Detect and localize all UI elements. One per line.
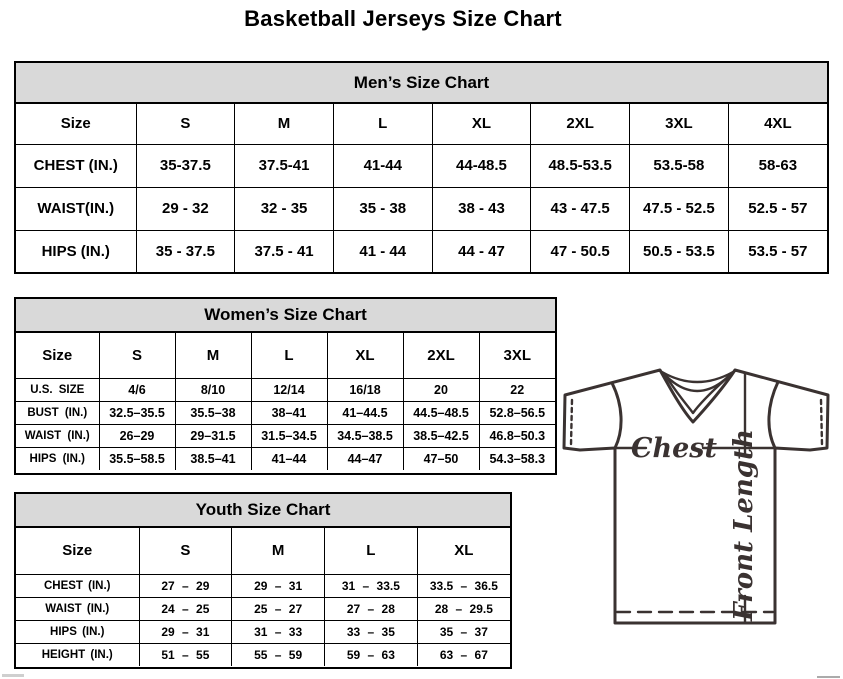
size-column-header: XL <box>417 528 510 574</box>
womens-chart-header: Women’s Size Chart <box>16 299 555 333</box>
womens-size-chart-section <box>14 297 557 475</box>
measurement-value-cell: 27 – 28 <box>325 597 418 620</box>
measurement-value-cell: 53.5-58 <box>630 144 729 187</box>
measurement-row <box>16 620 510 643</box>
measurement-value-cell: 59 – 63 <box>325 643 418 666</box>
youth-chart-header: Youth Size Chart <box>16 494 510 528</box>
measurement-value-cell: 37.5-41 <box>235 144 334 187</box>
measurement-row <box>16 401 555 424</box>
mens-size-table <box>16 104 827 273</box>
measurement-value-cell: 43 - 47.5 <box>531 187 630 230</box>
measurement-value-cell: 4/6 <box>99 378 175 401</box>
measurement-value-cell: 26–29 <box>99 424 175 447</box>
measurement-value-cell: 38 - 43 <box>432 187 531 230</box>
size-column-header: 2XL <box>403 333 479 378</box>
measurement-row <box>16 597 510 620</box>
measurement-row-label: WAIST (IN.) <box>16 597 139 620</box>
size-column-header: S <box>99 333 175 378</box>
measurement-value-cell: 29 - 32 <box>136 187 235 230</box>
mens-chart-header: Men’s Size Chart <box>16 63 827 104</box>
measurement-value-cell: 38.5–41 <box>175 447 251 470</box>
measurement-value-cell: 37.5 - 41 <box>235 230 334 273</box>
measurement-value-cell: 52.8–56.5 <box>479 401 555 424</box>
measurement-value-cell: 44 - 47 <box>432 230 531 273</box>
measurement-value-cell: 31 – 33.5 <box>325 574 418 597</box>
measurement-value-cell: 46.8–50.3 <box>479 424 555 447</box>
measurement-row-label: CHEST (IN.) <box>16 574 139 597</box>
size-column-header: XL <box>432 104 531 144</box>
size-column-header: S <box>136 104 235 144</box>
measurement-value-cell: 47 - 50.5 <box>531 230 630 273</box>
measurement-row <box>16 378 555 401</box>
measurement-value-cell: 53.5 - 57 <box>728 230 827 273</box>
measurement-value-cell: 31 – 33 <box>232 620 325 643</box>
measurement-row-label: HIPS (IN.) <box>16 230 136 273</box>
measurement-value-cell: 58-63 <box>728 144 827 187</box>
measurement-value-cell: 33.5 – 36.5 <box>417 574 510 597</box>
measurement-value-cell: 12/14 <box>251 378 327 401</box>
measurement-value-cell: 24 – 25 <box>139 597 232 620</box>
size-column-label: Size <box>16 104 136 144</box>
measurement-value-cell: 47.5 - 52.5 <box>630 187 729 230</box>
scrollbar-fragment-right <box>817 676 840 678</box>
measurement-row <box>16 424 555 447</box>
measurement-value-cell: 48.5-53.5 <box>531 144 630 187</box>
measurement-value-cell: 38.5–42.5 <box>403 424 479 447</box>
size-header-row <box>16 333 555 378</box>
measurement-row-label: CHEST (IN.) <box>16 144 136 187</box>
measurement-value-cell: 29–31.5 <box>175 424 251 447</box>
size-column-header: 4XL <box>728 104 827 144</box>
size-column-header: L <box>251 333 327 378</box>
measurement-row <box>16 187 827 230</box>
size-column-label: Size <box>16 528 139 574</box>
size-header-row <box>16 528 510 574</box>
measurement-row-label: HIPS (IN.) <box>16 620 139 643</box>
measurement-value-cell: 27 – 29 <box>139 574 232 597</box>
front-length-label: Front Length <box>729 429 759 621</box>
measurement-value-cell: 41–44.5 <box>327 401 403 424</box>
mens-size-chart-section <box>14 61 829 274</box>
measurement-value-cell: 63 – 67 <box>417 643 510 666</box>
size-column-header: XL <box>327 333 403 378</box>
measurement-row-label: HIPS (IN.) <box>16 447 99 470</box>
size-column-header: S <box>139 528 232 574</box>
page-title: Basketball Jerseys Size Chart <box>244 6 562 31</box>
size-column-label: Size <box>16 333 99 378</box>
womens-size-table <box>16 333 555 470</box>
measurement-value-cell: 35.5–58.5 <box>99 447 175 470</box>
measurement-value-cell: 33 – 35 <box>325 620 418 643</box>
measurement-value-cell: 31.5–34.5 <box>251 424 327 447</box>
measurement-row-label: BUST (IN.) <box>16 401 99 424</box>
scrollbar-fragment-left <box>2 674 24 677</box>
measurement-row <box>16 643 510 666</box>
jersey-measurement-diagram <box>550 350 843 640</box>
size-header-row <box>16 104 827 144</box>
measurement-value-cell: 44–47 <box>327 447 403 470</box>
measurement-value-cell: 20 <box>403 378 479 401</box>
measurement-value-cell: 32.5–35.5 <box>99 401 175 424</box>
measurement-value-cell: 41–44 <box>251 447 327 470</box>
measurement-value-cell: 41 - 44 <box>333 230 432 273</box>
measurement-value-cell: 16/18 <box>327 378 403 401</box>
measurement-value-cell: 35 - 37.5 <box>136 230 235 273</box>
measurement-value-cell: 35 - 38 <box>333 187 432 230</box>
measurement-row-label: WAIST(IN.) <box>16 187 136 230</box>
measurement-value-cell: 34.5–38.5 <box>327 424 403 447</box>
chest-label: Chest <box>631 433 717 464</box>
measurement-row <box>16 230 827 273</box>
measurement-value-cell: 51 – 55 <box>139 643 232 666</box>
measurement-value-cell: 8/10 <box>175 378 251 401</box>
measurement-value-cell: 55 – 59 <box>232 643 325 666</box>
youth-size-table <box>16 528 510 666</box>
measurement-value-cell: 41-44 <box>333 144 432 187</box>
size-column-header: 3XL <box>479 333 555 378</box>
measurement-row <box>16 574 510 597</box>
measurement-value-cell: 54.3–58.3 <box>479 447 555 470</box>
measurement-value-cell: 44.5–48.5 <box>403 401 479 424</box>
size-column-header: L <box>325 528 418 574</box>
measurement-value-cell: 44-48.5 <box>432 144 531 187</box>
measurement-value-cell: 35.5–38 <box>175 401 251 424</box>
measurement-value-cell: 35-37.5 <box>136 144 235 187</box>
measurement-value-cell: 32 - 35 <box>235 187 334 230</box>
size-column-header: M <box>235 104 334 144</box>
size-column-header: M <box>175 333 251 378</box>
measurement-value-cell: 22 <box>479 378 555 401</box>
measurement-row <box>16 144 827 187</box>
measurement-value-cell: 29 – 31 <box>232 574 325 597</box>
measurement-row <box>16 447 555 470</box>
measurement-value-cell: 50.5 - 53.5 <box>630 230 729 273</box>
size-column-header: 2XL <box>531 104 630 144</box>
measurement-value-cell: 28 – 29.5 <box>417 597 510 620</box>
measurement-row-label: HEIGHT (IN.) <box>16 643 139 666</box>
measurement-value-cell: 29 – 31 <box>139 620 232 643</box>
size-column-header: L <box>333 104 432 144</box>
measurement-row-label: U.S. SIZE <box>16 378 99 401</box>
measurement-value-cell: 25 – 27 <box>232 597 325 620</box>
measurement-value-cell: 35 – 37 <box>417 620 510 643</box>
measurement-row-label: WAIST (IN.) <box>16 424 99 447</box>
measurement-value-cell: 47–50 <box>403 447 479 470</box>
youth-size-chart-section <box>14 492 512 669</box>
measurement-value-cell: 52.5 - 57 <box>728 187 827 230</box>
size-column-header: 3XL <box>630 104 729 144</box>
size-column-header: M <box>232 528 325 574</box>
measurement-value-cell: 38–41 <box>251 401 327 424</box>
